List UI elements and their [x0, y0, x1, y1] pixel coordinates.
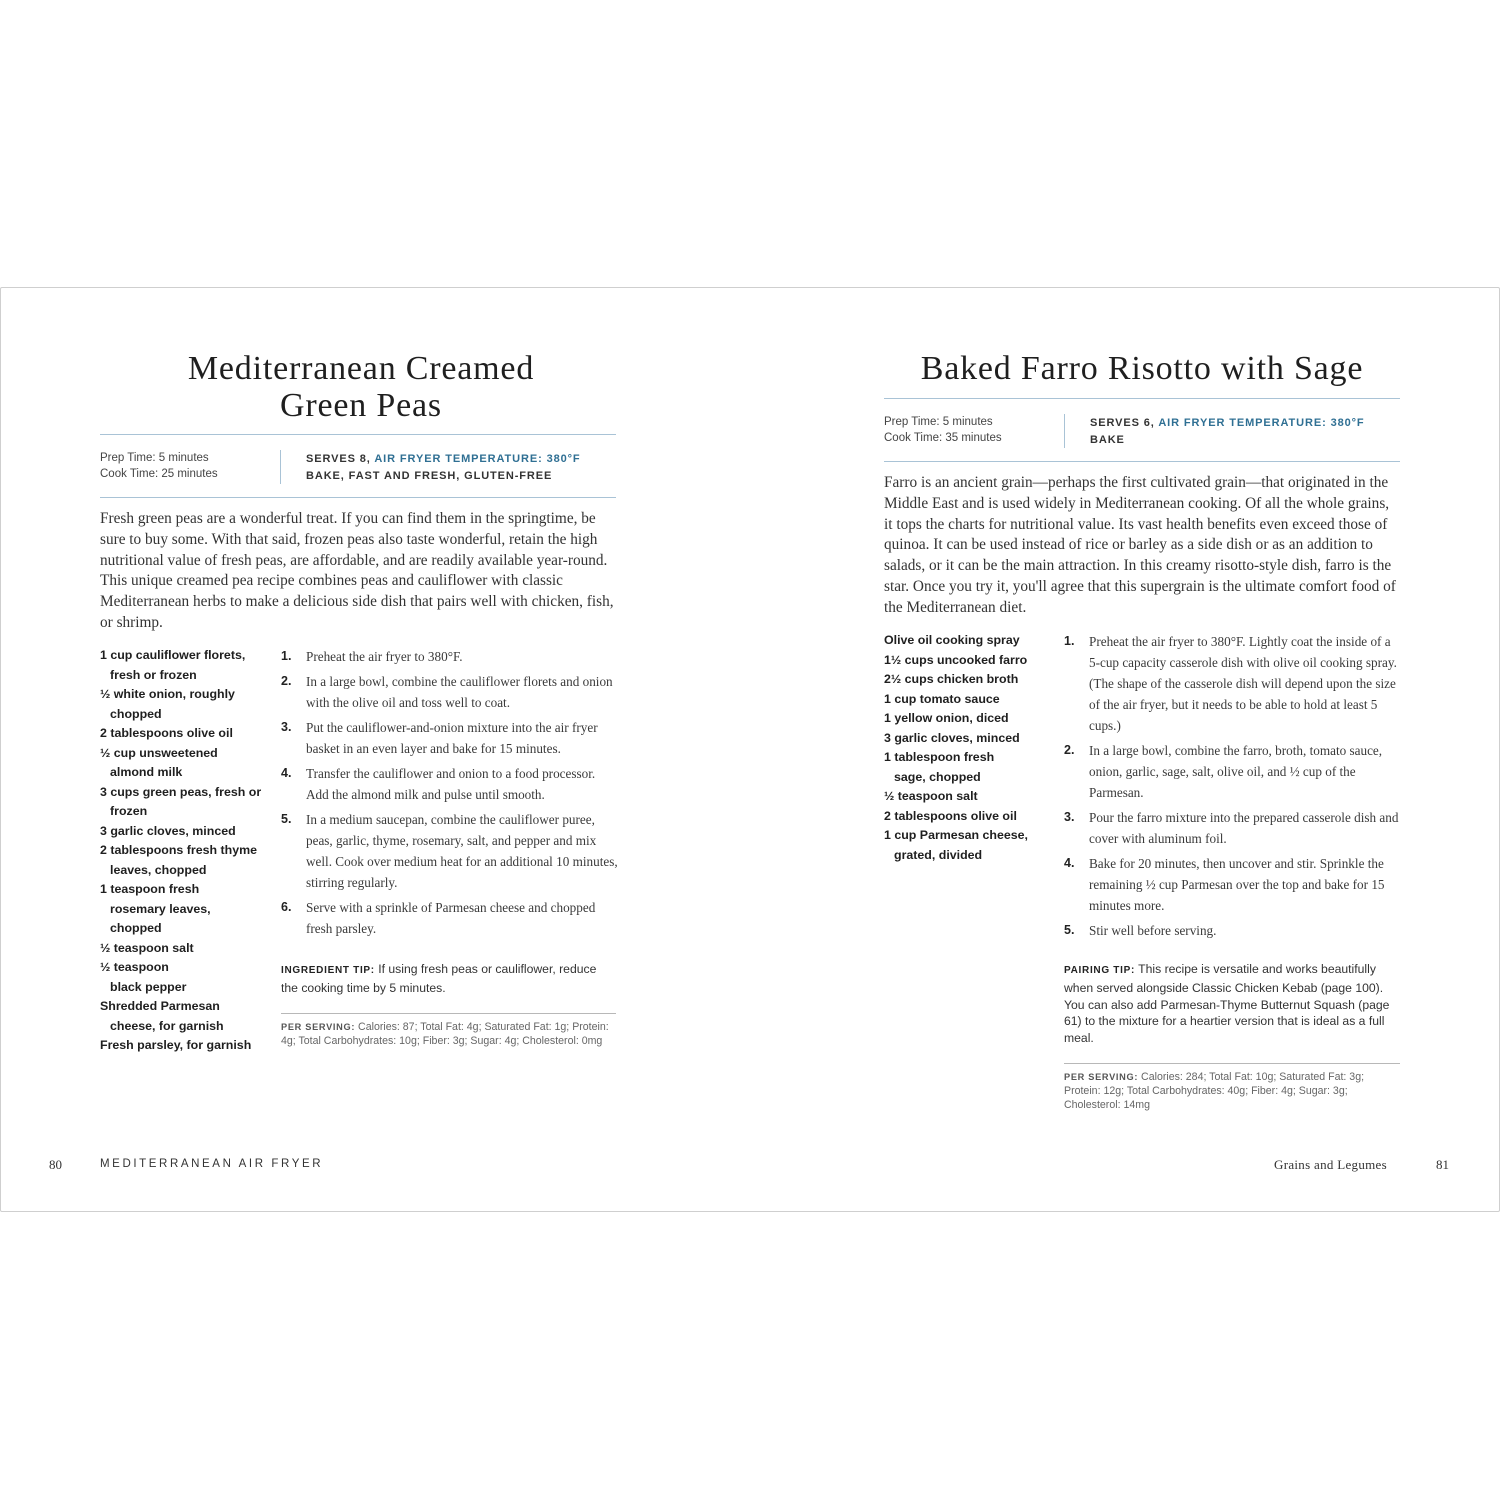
step-text: Transfer the cauliflower and onion to a food processor. Add the almond milk and pulse until smooth.: [306, 766, 596, 802]
ingredient: 1 cup cauliflower florets, fresh or frozen: [100, 648, 246, 682]
step: [281, 671, 619, 713]
tip-text: This recipe is versatile and works beautifully when served alongside Classic Chicken Kebab (page 100). You can also add Parmesan-Thyme Butternut Squash (page 61) to the mixture for a heartier version that is ideal as a full meal.: [1064, 962, 1390, 1046]
running-head: Grains and Legumes: [1274, 1157, 1387, 1172]
step-text: In a large bowl, combine the cauliflower florets and onion with the olive oil and toss well to coat.: [306, 674, 613, 710]
tip-label: PAIRING TIP:: [1064, 965, 1135, 976]
step-text: Pour the farro mixture into the prepared casserole dish and cover with aluminum foil.: [1089, 810, 1399, 846]
step-number: 3.: [1064, 810, 1075, 824]
page-number: 81: [1436, 1157, 1449, 1172]
step-number: 2.: [1064, 743, 1075, 757]
recipe-title: Mediterranean Creamed Green Peas: [187, 350, 535, 424]
step-text: Stir well before serving.: [1089, 923, 1217, 938]
ingredient-list: [100, 646, 262, 1056]
serving-info: [306, 451, 581, 485]
cook-time: Cook Time: 25 minutes: [100, 468, 218, 480]
nutrition-label: PER SERVING:: [281, 1022, 356, 1032]
ingredient-tip: [281, 961, 611, 997]
serves: SERVES 8,: [306, 453, 371, 465]
ingredient: 2 tablespoons fresh thyme leaves, chopped: [100, 843, 257, 877]
step: [1064, 807, 1402, 849]
step-text: In a medium saucepan, combine the cauliflower puree, peas, garlic, thyme, rosemary, salt, and pepper and mix well. Cook over medium heat for an additional 10 minutes, stirring regularly.: [306, 812, 618, 890]
ingredient: 1 cup Parmesan cheese, grated, divided: [884, 828, 1028, 862]
ingredient: 3 cups green peas, fresh or frozen: [100, 784, 262, 818]
ingredient: ½ teaspoon salt: [884, 789, 978, 803]
step-number: 4.: [1064, 856, 1075, 870]
ingredient: 2½ cups chicken broth: [884, 672, 1019, 686]
ingredient: ½ cup unsweetened almond milk: [100, 745, 218, 779]
step: [1064, 631, 1402, 736]
step: [281, 717, 619, 759]
time-info: [884, 414, 1002, 446]
ingredient: Shredded Parmesan cheese, for garnish: [100, 999, 224, 1033]
ingredient: 1½ cups uncooked farro: [884, 652, 1028, 667]
recipe-tags: BAKE, FAST AND FRESH, GLUTEN-FREE: [306, 470, 553, 482]
step-number: 2.: [281, 674, 292, 688]
step-number: 4.: [281, 766, 292, 780]
book-spread: [0, 287, 1500, 1212]
step: [281, 646, 619, 667]
ingredient: ½ white onion, roughly chopped: [100, 687, 235, 721]
step: [1064, 920, 1402, 941]
serves: SERVES 6,: [1090, 417, 1155, 429]
recipe-intro: Fresh green peas are a wonderful treat. If you can find them in the springtime, be sure to buy some. With that said, frozen peas also taste wonderful, retain the high nutritional value of fresh peas, are affordable, and are readily available year-round. This unique creamed pea recipe combines peas and cauliflower with classic Mediterranean herbs to make a delicious side dish that pairs well with chicken, fish, or shrimp.: [100, 510, 614, 631]
left-page: [1, 288, 750, 1211]
temperature: AIR FRYER TEMPERATURE: 380°F: [374, 453, 581, 465]
tip-label: INGREDIENT TIP:: [281, 965, 375, 976]
step-number: 6.: [281, 900, 292, 914]
step-number: 1.: [281, 649, 292, 663]
ingredient: 1 yellow onion, diced: [884, 711, 1009, 725]
ingredient: 1 tablespoon fresh sage, chopped: [884, 750, 995, 784]
step-number: 5.: [1064, 923, 1075, 937]
right-page: [750, 288, 1499, 1211]
meta-divider: [280, 450, 281, 484]
step-number: 3.: [281, 720, 292, 734]
ingredient: 2 tablespoons olive oil: [100, 726, 233, 740]
recipe-title: Baked Farro Risotto with Sage: [920, 350, 1364, 387]
step: [1064, 740, 1402, 803]
ingredient: Fresh parsley, for garnish: [100, 1038, 252, 1052]
nutrition-label: PER SERVING:: [1064, 1072, 1139, 1082]
step-text: In a large bowl, combine the farro, broth, tomato sauce, onion, garlic, sage, salt, olive oil, and ½ cup of the Parmesan.: [1089, 743, 1383, 800]
step-number: 5.: [281, 812, 292, 826]
nutrition-text: Calories: 284; Total Fat: 10g; Saturated Fat: 3g; Protein: 12g; Total Carbohydrates: 40g; Fiber: 4g; Sugar: 3g; Cholesterol: 14mg: [1064, 1071, 1365, 1111]
prep-time: Prep Time: 5 minutes: [100, 452, 209, 464]
step-number: 1.: [1064, 634, 1075, 648]
ingredient: ½ teaspoon black pepper: [100, 960, 187, 994]
nutrition-info: [1064, 1070, 1400, 1112]
ingredient: Olive oil cooking spray: [884, 633, 1020, 647]
ingredient: ½ teaspoon salt: [100, 940, 194, 955]
step-list: [1064, 631, 1402, 945]
time-info: [100, 450, 218, 482]
meta-rule: [100, 497, 616, 498]
meta-rule: [884, 461, 1400, 462]
running-head: MEDITERRANEAN AIR FRYER: [100, 1158, 324, 1170]
step: [281, 809, 619, 893]
nutrition-rule: [1064, 1063, 1400, 1064]
step-text: Preheat the air fryer to 380°F.: [306, 649, 463, 664]
ingredient: 2 tablespoons olive oil: [884, 808, 1017, 823]
tip-text: If using fresh peas or cauliflower, reduce the cooking time by 5 minutes.: [281, 962, 597, 995]
ingredient: 1 cup tomato sauce: [884, 691, 1000, 706]
title-rule: [884, 398, 1400, 399]
step-text: Put the cauliflower-and-onion mixture into the air fryer basket in an even layer and bake for 15 minutes.: [306, 720, 598, 756]
ingredient: 3 garlic cloves, minced: [100, 823, 236, 838]
step-list: [281, 646, 619, 943]
step: [281, 763, 619, 805]
ingredient: 1 teaspoon fresh rosemary leaves, chopped: [100, 882, 211, 935]
prep-time: Prep Time: 5 minutes: [884, 416, 993, 428]
step-text: Serve with a sprinkle of Parmesan cheese and chopped fresh parsley.: [306, 900, 596, 936]
pairing-tip: [1064, 961, 1399, 1047]
step: [1064, 853, 1402, 916]
recipe-tags: BAKE: [1090, 434, 1125, 446]
page-number: 80: [49, 1157, 62, 1172]
serving-info: [1090, 415, 1365, 449]
step: [281, 897, 619, 939]
step-text: Bake for 20 minutes, then uncover and stir. Sprinkle the remaining ½ cup Parmesan over the top and bake for 15 minutes more.: [1089, 856, 1385, 913]
temperature: AIR FRYER TEMPERATURE: 380°F: [1158, 417, 1365, 429]
cook-time: Cook Time: 35 minutes: [884, 432, 1002, 444]
recipe-intro: Farro is an ancient grain—perhaps the first cultivated grain—that originated in the Middle East and is used widely in Mediterranean cooking. Of all the whole grains, it tops the charts for nutritional value. Its vast health benefits even exceed those of quinoa. It can be used instead of rice or barley as a side dish or as an addition to salads, or it can be the main attraction. In this creamy risotto-style dish, farro is the star. Once you try it, you'll agree that this supergrain is the ultimate comfort food of the Mediterranean diet.: [884, 474, 1396, 616]
nutrition-info: [281, 1020, 611, 1048]
nutrition-text: Calories: 87; Total Fat: 4g; Saturated Fat: 1g; Protein: 4g; Total Carbohydrates: 10g; Fiber: 3g; Sugar: 4g; Cholesterol: 0mg: [281, 1021, 609, 1047]
ingredient-list: [884, 631, 1044, 865]
title-rule: [100, 434, 616, 435]
step-text: Preheat the air fryer to 380°F. Lightly coat the inside of a 5-cup capacity casserole dish with olive oil cooking spray. (The shape of the casserole dish will depend upon the size of the air fryer, but it needs to be able to hold at least 5 cups.): [1089, 634, 1397, 733]
ingredient: 3 garlic cloves, minced: [884, 730, 1020, 745]
meta-divider: [1064, 414, 1065, 448]
nutrition-rule: [281, 1013, 616, 1014]
